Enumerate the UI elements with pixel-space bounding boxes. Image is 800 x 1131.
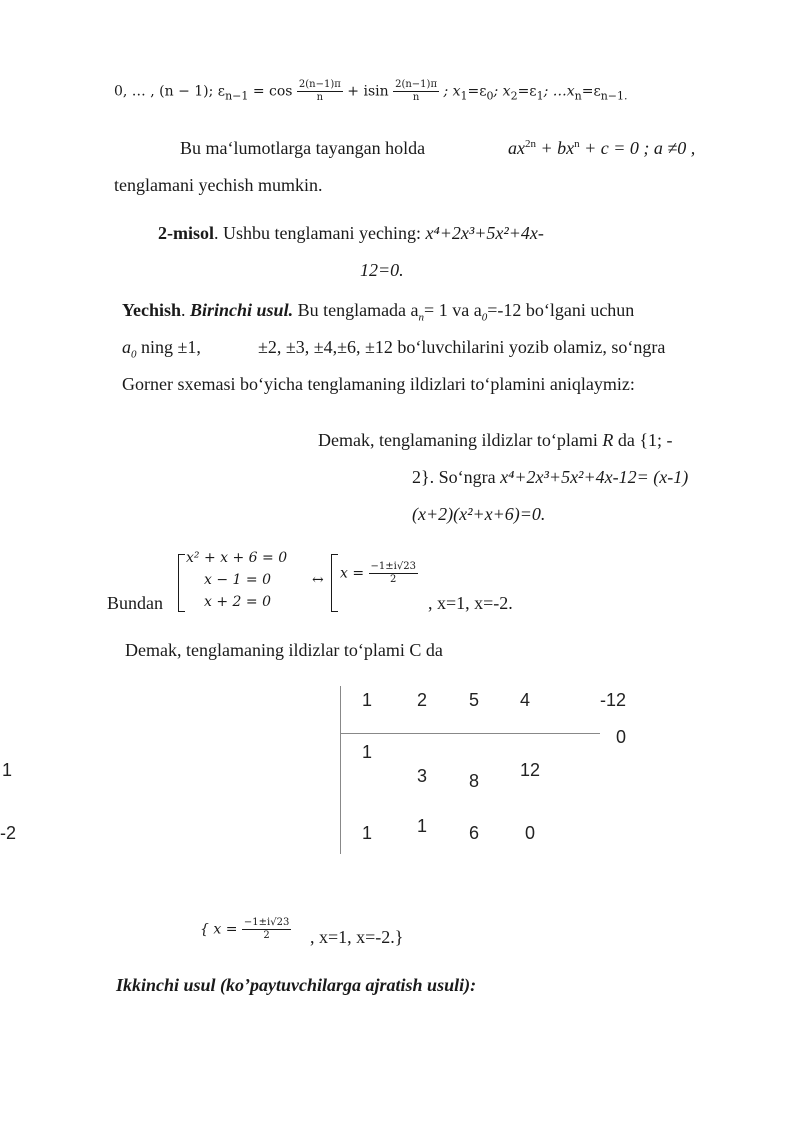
conclusion-line1: Demak, tenglamaning ildizlar toʻplami R da {1; - [318,430,673,450]
solution-line2-cont: ±2, ±3, ±4,±6, ±12 boʻluvchilarini yozib olamiz, soʻngra [258,337,666,357]
system-bracket-left [178,554,185,612]
result-bracket-left [331,554,338,612]
method2-heading: Ikkinchi usul (koʼpaytuvchilarga ajratish usuli): [116,975,477,995]
horner-cell: 8 [469,771,480,791]
formula-fraction: $\frac{2(n-1)\pi}{n}$ [298,79,341,103]
result-fraction: $\frac{-1\pm i√23}{2}$ [370,561,416,585]
horner-coef: 4 [520,690,531,710]
roots-formula-line: 0, … , (n − 1); $\varepsilon_{n-1} = \cos$ $\frac{2(n-1)\pi}{n}$ + isin $\frac{2(n-1)\pi}{n}$ ; $x_1=\varepsilon_0$; $x_2=\varepsilon_1$; $\dots x_n=\varepsilon_{n-1.}$ [114,79,628,103]
horner-root: -2 [0,823,17,843]
bundan-label: Bundan [107,593,163,613]
system-eq3: x + 2 = 0 [204,594,271,610]
horner-cell: 1 [362,823,373,843]
final-answer-tail: , x=1, x=-2.} [310,927,404,947]
system-eq2: x − 1 = 0 [204,572,271,588]
horner-coef: 2 [417,690,428,710]
conclusion-line2: 2}. Soʻngra x⁴+2x³+5x²+4x-12= (x-1) [412,467,689,487]
formula-fraction-2: $\frac{2(n-1)\pi}{n}$ [395,79,438,103]
horner-horizontal-line [340,733,600,734]
system-tail: , x=1, x=-2. [428,593,513,613]
paragraph-intro-line2: tenglamani yechish mumkin. [114,175,323,195]
paragraph-intro: Bu maʻlumotlarga tayangan holda [180,138,426,158]
horner-cell: 12 [520,760,541,780]
conclusion-complex: Demak, tenglamaning ildizlar toʻplami C da [125,640,443,660]
system-eq1: x² + x + 6 = 0 [186,550,288,566]
horner-vertical-line [340,686,341,854]
equation-general: $ax^{2n} + bx^n + c = 0$ ; a ≠0 , [508,138,696,158]
horner-remainder: 0 [616,727,627,747]
conclusion-line3: (x+2)(x²+x+6)=0. [412,504,546,524]
horner-cell: 1 [362,742,373,762]
horner-coef: -12 [600,690,627,710]
equivalence-arrow: ↔ [312,572,324,588]
solution-line1: Yechish. Birinchi usul. Bu tenglamada $a_n= 1$ va $a_0=-12$ boʻlgani uchun [122,300,635,324]
solution-line2: $a_0$ ning ±1, [122,337,201,361]
final-answer: { x = $\frac{-1\pm i√23}{2}$ [200,917,290,941]
horner-coef: 1 [362,690,373,710]
example-equation-end: 12=0. [360,260,404,280]
horner-root: 1 [2,760,13,780]
horner-cell: 0 [525,823,536,843]
example-heading: 2-misol. Ushbu tenglamani yeching: x⁴+2x³+5x²+4x- [158,223,544,243]
system-result: x = $\frac{-1\pm i√23}{2}$ [340,561,416,585]
horner-coef: 5 [469,690,480,710]
answer-fraction: $\frac{-1\pm i√23}{2}$ [243,917,290,941]
horner-cell: 1 [417,816,428,836]
horner-cell: 6 [469,823,480,843]
horner-cell: 3 [417,766,428,786]
solution-line3: Gorner sxemasi boʻyicha tenglamaning ildizlari toʻplamini aniqlaymiz: [122,374,635,394]
